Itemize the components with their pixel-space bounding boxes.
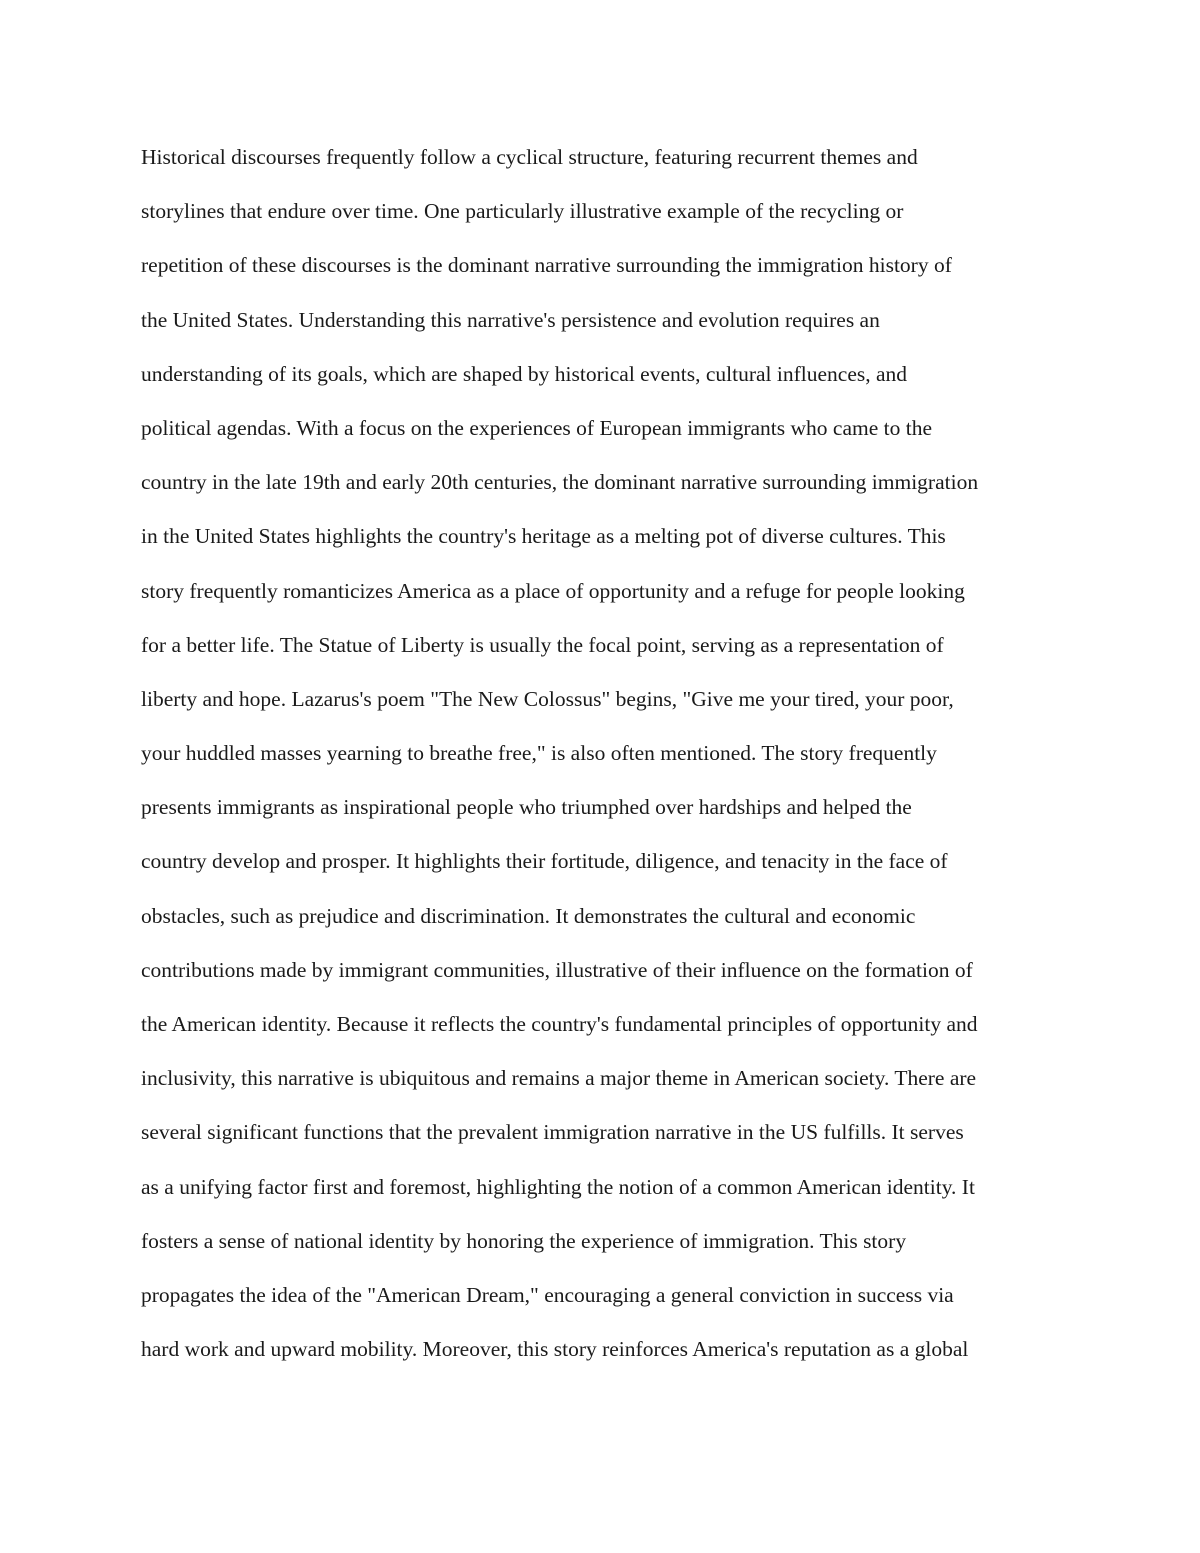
text-line: hard work and upward mobility. Moreover, this story reinforces America's reputation as a global [141,1337,969,1362]
text-line: Historical discourses frequently follow a cyclical structure, featuring recurrent themes and [141,145,918,169]
text-line: as a unifying factor first and foremost, highlighting the notion of a common American identity. It [141,1174,975,1199]
text-line: contributions made by immigrant communities, illustrative of their influence on the formation of [141,957,973,982]
essay-paragraph [141,130,1081,1376]
text-line: propagates the idea of the "American Dream," encouraging a general conviction in success via [141,1282,954,1307]
text-line: the American identity. Because it reflects the country's fundamental principles of opportunity and [141,1012,978,1036]
text-line: fosters a sense of national identity by honoring the experience of immigration. This story [141,1228,907,1253]
text-line: several significant functions that the prevalent immigration narrative in the US fulfills. It serves [141,1120,964,1145]
text-line: country develop and prosper. It highlights their fortitude, diligence, and tenacity in the face of [141,849,948,874]
text-line: your huddled masses yearning to breathe free," is also often mentioned. The story frequently [141,741,937,766]
text-line: for a better life. The Statue of Liberty is usually the focal point, serving as a representation of [141,632,944,657]
text-line: the United States. Understanding this narrative's persistence and evolution requires an [141,307,880,332]
text-line: presents immigrants as inspirational people who triumphed over hardships and helped the [141,795,912,820]
text-line: storylines that endure over time. One particularly illustrative example of the recycling or [141,199,904,224]
text-line: in the United States highlights the country's heritage as a melting pot of diverse cultures. This [141,524,946,549]
text-line: political agendas. With a focus on the experiences of European immigrants who came to the [141,415,932,440]
text-line: country in the late 19th and early 20th centuries, the dominant narrative surrounding immigration [141,470,979,495]
text-line: understanding of its goals, which are shaped by historical events, cultural influences, and [141,361,908,386]
text-line: repetition of these discourses is the dominant narrative surrounding the immigration history of [141,253,952,278]
text-line: obstacles, such as prejudice and discrimination. It demonstrates the cultural and economic [141,903,916,928]
text-line: story frequently romanticizes America as a place of opportunity and a refuge for people looking [141,578,965,603]
text-line: liberty and hope. Lazarus's poem "The New Colossus" begins, "Give me your tired, your poor, [141,686,954,711]
text-line: inclusivity, this narrative is ubiquitous and remains a major theme in American society. There are [141,1066,977,1091]
